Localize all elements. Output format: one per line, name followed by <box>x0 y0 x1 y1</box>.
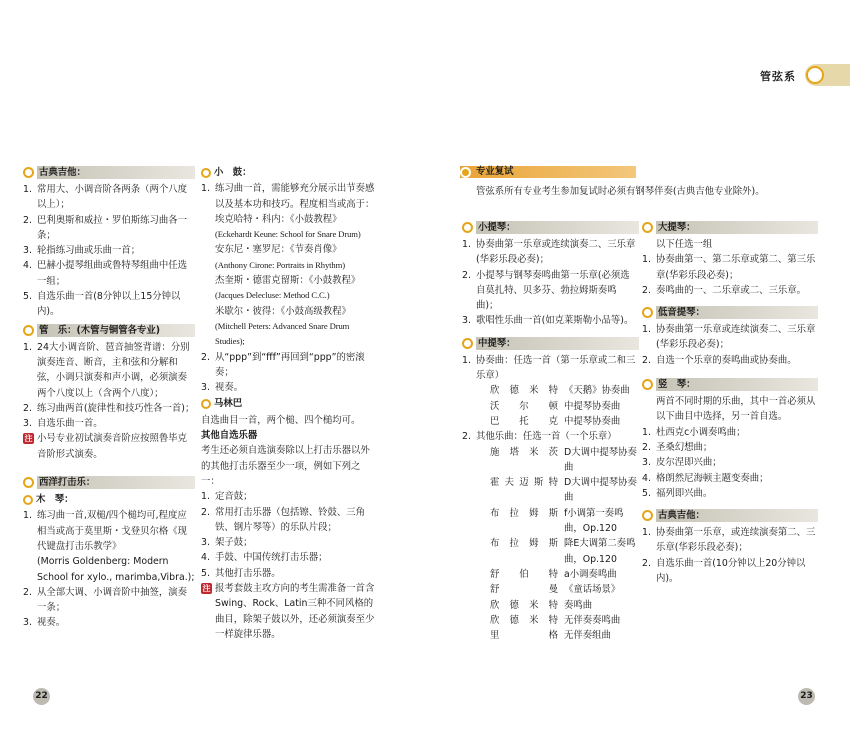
list-item <box>201 212 376 227</box>
guitar-list <box>23 182 195 320</box>
list-item <box>642 471 818 486</box>
marimba-title: 马林巴 <box>214 398 243 410</box>
list-item <box>462 506 639 537</box>
other-title: 其他自选乐器 <box>201 430 258 442</box>
list-item <box>201 288 376 303</box>
list-item <box>642 440 818 455</box>
item-number: 3. <box>642 457 651 469</box>
list-item <box>23 243 195 258</box>
list-item <box>23 289 195 320</box>
item-number: 1. <box>23 341 32 353</box>
item-number: 2. <box>642 557 651 569</box>
left-column <box>23 164 195 631</box>
item-text: (Mitchell Peters: Advanced Snare Drum Studies); <box>215 320 350 347</box>
work: 中提琴协奏曲 <box>564 400 621 412</box>
viola-header <box>462 337 639 350</box>
cello-header <box>642 221 818 234</box>
winds-note <box>23 431 195 462</box>
composer: 里格 <box>490 630 558 642</box>
item-text: 练习曲一首,双槌/四个槌均可,程度应相当或高于莫里斯・戈登贝尔格《现代键盘打击乐教学》 <box>37 510 188 552</box>
item-text: 协奏曲第一乐章或连续演奏二、三乐章(华彩乐段必奏)； <box>656 324 816 351</box>
guitar2-list <box>642 525 818 586</box>
item-text: 巴利奥斯和威拉・罗伯斯练习曲各一条； <box>37 214 188 241</box>
list-item <box>462 237 639 268</box>
list-item <box>642 252 818 283</box>
harp-intro: 两首不同时期的乐曲，其中一首必须从以下曲目中选择，另一首自选。 <box>656 396 816 423</box>
right-column-a <box>462 219 639 643</box>
item-number: 3. <box>201 537 210 549</box>
list-item <box>23 213 195 244</box>
snare-title: 小 鼓： <box>214 167 252 178</box>
snare-header <box>201 165 376 180</box>
right-column-b <box>642 219 818 586</box>
other-list <box>201 489 376 581</box>
item-text: 杰奎斯・德雷克留斯：《小鼓教程》 <box>215 275 361 287</box>
guitar2-title: 古典吉他： <box>656 509 818 522</box>
circle-icon <box>23 495 33 505</box>
item-number: 3. <box>23 245 32 257</box>
item-number: 1. <box>642 527 651 539</box>
list-item <box>642 486 818 501</box>
list-item <box>201 535 376 550</box>
list-item <box>201 273 376 288</box>
cello-intro: 以下任选一组 <box>656 239 713 250</box>
item-number: 3. <box>462 315 471 327</box>
list-item <box>462 313 639 328</box>
work: a小调奏鸣曲 <box>564 568 617 580</box>
composer: 沃尔顿 <box>490 400 558 412</box>
viola-list2 <box>462 445 639 644</box>
item-text: 皮尔涅即兴曲； <box>656 457 722 469</box>
list-item <box>201 350 376 381</box>
item-number: 5. <box>23 291 32 303</box>
list-item <box>201 304 376 319</box>
item-number: 5. <box>642 487 651 499</box>
viola-item1: 协奏曲：任选一首（第一乐章或二和三乐章） <box>476 354 636 382</box>
list-item <box>462 613 639 628</box>
harp-header <box>642 378 818 391</box>
xylophone-header <box>23 492 195 507</box>
list-item <box>642 525 818 556</box>
item-text: 练习曲一首，需能够充分展示出节奏感以及基本功和技巧。程度相当或高于： <box>215 183 375 210</box>
circle-icon <box>23 325 34 336</box>
item-text: (Morris Goldenberg: Modern School for xylo., marimba,Vibra.); <box>37 556 195 583</box>
item-text: 巴赫小提琴组曲或鲁特琴组曲中任选一组； <box>37 260 188 287</box>
item-text: 常用大、小调音阶各两条（两个八度以上）； <box>37 184 188 211</box>
list-item <box>642 556 818 587</box>
list-item <box>201 380 376 395</box>
work: 降E大调第二奏鸣曲，Op.120 <box>564 538 636 565</box>
item-number: 4. <box>23 260 32 272</box>
harp-list <box>642 425 818 501</box>
violin-title: 小提琴： <box>476 221 639 234</box>
work: 无伴奏组曲 <box>564 630 611 642</box>
item-number: 2. <box>23 586 32 598</box>
item-number: 1. <box>201 183 210 195</box>
composer: 巴托克 <box>490 415 558 427</box>
work: 中提琴协奏曲 <box>564 415 621 427</box>
list-item <box>462 383 639 398</box>
cello-list <box>642 252 818 298</box>
item-number: 3. <box>23 617 32 629</box>
item-text: 安东尼・塞罗尼：《节奏肖像》 <box>215 244 342 256</box>
circle-icon <box>806 66 824 84</box>
list-item <box>462 414 639 429</box>
item-text: 自选乐曲一首(10分钟以上20分钟以内)。 <box>656 557 806 585</box>
section-bar: 专业复试 <box>460 166 636 178</box>
other-intro: 考生还必须自选演奏除以上打击乐器以外的其他打击乐器至少一项，例如下列之一： <box>201 445 370 487</box>
bass-list <box>642 322 818 368</box>
item-text: 视奏。 <box>37 617 66 629</box>
composer: 霍夫迈斯特 <box>490 477 558 489</box>
item-number: 1. <box>642 324 651 336</box>
work: D大调中提琴协奏曲 <box>564 477 637 504</box>
viola-item2: 其他乐曲：任选一首（一个乐章） <box>476 431 617 443</box>
viola-title: 中提琴： <box>476 337 639 350</box>
list-item <box>201 181 376 212</box>
harp-title: 竖 琴： <box>656 378 818 391</box>
item-number: 1. <box>23 184 32 195</box>
item-text: 圣桑幻想曲； <box>656 441 713 453</box>
winds-list <box>23 340 195 432</box>
item-number: 1. <box>462 239 471 250</box>
list-item <box>23 416 195 431</box>
item-text: 福列即兴曲。 <box>656 487 713 499</box>
item-text: 自选一个乐章的奏鸣曲或协奏曲。 <box>656 354 797 366</box>
item-text: (Anthony Cirone: Portraits in Rhythm) <box>215 259 345 270</box>
item-text: 杜西克c小调奏鸣曲； <box>656 426 746 438</box>
drum-note <box>201 581 376 642</box>
list-item <box>642 322 818 353</box>
item-text: 架子鼓； <box>215 537 253 549</box>
violin-list <box>462 237 639 329</box>
list-item <box>201 566 376 581</box>
composer: 施塔米茨 <box>490 446 558 458</box>
composer: 布拉姆斯 <box>490 507 558 519</box>
circle-icon <box>23 167 34 178</box>
list-item <box>642 283 818 298</box>
item-number: 1. <box>23 510 32 522</box>
list-item <box>201 505 376 536</box>
circle-icon <box>642 379 653 390</box>
winds-title: 管 乐：(木管与铜管各专业) <box>37 324 195 337</box>
list-item <box>23 508 195 554</box>
work: 《天鹅》协奏曲 <box>564 385 630 397</box>
page-number-left: 22 <box>33 688 50 705</box>
composer: 欣德米特 <box>490 599 558 611</box>
drum-note-text: 报考套鼓主攻方向的考生需准备一首含Swing、Rock、Latin三种不同风格的曲目，除架子鼓以外，还必须演奏至少一样旋律乐器。 <box>215 583 375 640</box>
circle-icon <box>23 477 34 488</box>
list-item <box>23 401 195 416</box>
item-number: 2. <box>642 354 651 366</box>
list-item: 1. 协奏曲：任选一首（第一乐章或二和三乐章） <box>462 354 636 382</box>
list-item <box>462 582 639 597</box>
item-number: 2. <box>642 441 651 453</box>
item-number: 2. <box>23 214 32 226</box>
circle-icon <box>642 307 653 318</box>
list-item <box>23 182 195 213</box>
item-text: 从“ppp”到“fff”再回到“ppp”的密滚奏； <box>215 351 365 378</box>
bass-title: 低音提琴： <box>656 306 818 319</box>
work: 无伴奏奏鸣曲 <box>564 614 621 626</box>
item-text: 米歇尔・彼得：《小鼓高级教程》 <box>215 305 351 317</box>
list-item <box>642 455 818 470</box>
item-number: 1. <box>642 426 651 438</box>
item-text: 定音鼓； <box>215 491 253 503</box>
note-icon: 注 <box>202 584 211 594</box>
list-item <box>462 598 639 613</box>
item-number: 1. <box>642 254 651 266</box>
item-number: 2. <box>462 269 471 281</box>
list-item <box>23 615 195 630</box>
item-number: 3. <box>23 418 32 430</box>
composer: 舒曼 <box>490 584 558 596</box>
item-number: 4. <box>201 552 210 564</box>
item-number: 2. <box>201 506 210 518</box>
percussion-list <box>23 508 195 630</box>
note-icon: 注 <box>24 434 33 444</box>
circle-icon <box>462 338 473 349</box>
list-item <box>201 489 376 504</box>
guitar2-header <box>642 509 818 522</box>
list-item <box>23 585 195 616</box>
guitar-header <box>23 166 195 179</box>
circle-icon <box>201 399 211 409</box>
item-text: 轮指练习曲或乐曲一首； <box>37 245 141 257</box>
work: D大调中提琴协奏曲 <box>564 446 637 473</box>
composer: 舒伯特 <box>490 568 558 580</box>
middle-column <box>201 164 376 642</box>
work: 《童话场景》 <box>564 584 621 596</box>
viola-list1 <box>462 383 639 429</box>
item-text: (Eckehardt Keune: School for Snare Drum) <box>215 229 361 240</box>
item-text: 协奏曲第一乐章，或连续演奏第二、三乐章(华彩乐段必奏)； <box>656 527 816 554</box>
list-item <box>201 319 376 350</box>
winds-header <box>23 324 195 337</box>
marimba-header <box>201 396 376 411</box>
item-text: 格朗然尼海顿主题变奏曲； <box>656 472 769 484</box>
percussion-title: 西洋打击乐： <box>37 476 195 489</box>
item-number: 2. <box>642 284 651 296</box>
item-number: 1. <box>201 491 210 503</box>
section-tab-title: 管弦系 <box>760 70 796 83</box>
winds-note-text: 小号专业初试演奏音阶应按照鲁毕克音阶形式演奏。 <box>37 433 188 460</box>
item-number: 3. <box>201 382 210 394</box>
guitar-title: 古典吉他： <box>37 166 195 179</box>
item-text: 奏鸣曲的一、二乐章或二、三乐章。 <box>656 284 807 296</box>
list-item <box>462 475 639 506</box>
violin-header <box>462 221 639 234</box>
item-text: 协奏曲第一乐章或连续演奏二、三乐章(华彩乐段必奏)； <box>476 239 636 266</box>
item-text: 常用打击乐器（包括镲、铃鼓、三角铁、钢片琴等）的乐队片段； <box>215 506 366 533</box>
list-item <box>462 399 639 414</box>
percussion-header <box>23 476 195 489</box>
item-text: 小提琴与钢琴奏鸣曲第一乐章(必须选自莫扎特、贝多芬、勃拉姆斯奏鸣曲)； <box>476 269 630 312</box>
item-text: 协奏曲第一、第二乐章或第二、第三乐章(华彩乐段必奏)； <box>656 254 816 281</box>
item-text: 歌唱性乐曲一首(如克莱斯勒小品等)。 <box>476 315 634 327</box>
cello-title: 大提琴： <box>656 221 818 234</box>
circle-icon <box>642 222 653 233</box>
item-number: 5. <box>201 567 210 579</box>
list-item <box>23 554 195 585</box>
composer: 布拉姆斯 <box>490 538 558 550</box>
item-number: 2. <box>201 351 210 363</box>
item-text: 其他打击乐器。 <box>215 567 281 579</box>
snare-list <box>201 181 376 395</box>
list-item <box>201 550 376 565</box>
item-text: (Jacques Delecluse: Method C.C.) <box>215 290 330 301</box>
list-item <box>201 242 376 257</box>
work: f小调第一奏鸣曲，Op.120 <box>564 507 624 535</box>
list-item <box>462 628 639 643</box>
list-item <box>23 340 195 401</box>
list-item <box>462 268 639 314</box>
item-text: 视奏。 <box>215 382 244 394</box>
composer: 欣德米特 <box>490 385 558 397</box>
list-item <box>462 536 639 567</box>
list-item <box>201 258 376 273</box>
section-intro: 管弦系所有专业考生参加复试时必须有钢琴伴奏(古典吉他专业除外)。 <box>476 186 765 197</box>
item-text: 手鼓、中国传统打击乐器； <box>215 552 328 564</box>
composer: 欣德米特 <box>490 614 558 626</box>
item-text: 练习曲两首(旋律性和技巧性各一首)； <box>37 402 195 414</box>
item-text: 自选乐曲一首(8分钟以上15分钟以内)。 <box>37 291 181 318</box>
work: 奏鸣曲 <box>564 599 593 611</box>
list-item <box>201 227 376 242</box>
page-number-right: 23 <box>798 688 815 705</box>
circle-icon <box>201 168 211 178</box>
item-text: 自选乐曲一首。 <box>37 418 103 430</box>
xylophone-title: 木 琴： <box>36 494 74 506</box>
item-text: 埃克哈特・科内：《小鼓教程》 <box>215 213 342 225</box>
item-number: 2. <box>23 402 32 414</box>
marimba-text: 自选曲目一首，两个槌、四个槌均可。 <box>201 414 361 426</box>
item-text: 从全部大调、小调音阶中抽签，演奏一条； <box>37 586 188 614</box>
list-item <box>462 445 639 476</box>
bass-header <box>642 306 818 319</box>
list-item <box>462 567 639 582</box>
item-text: 24大小调音阶、琶音抽签背谱：分别演奏连音、断音，主和弦和分解和弦，小调只演奏和声小调，必须演奏两个八度以上（含两个八度）； <box>37 341 190 399</box>
list-item <box>642 425 818 440</box>
list-item <box>23 258 195 289</box>
item-number: 4. <box>642 472 651 484</box>
list-item <box>642 353 818 368</box>
circle-icon <box>462 222 473 233</box>
circle-icon <box>460 167 471 178</box>
circle-icon <box>642 510 653 521</box>
list-item: 2. 其他乐曲：任选一首（一个乐章） <box>462 431 617 443</box>
